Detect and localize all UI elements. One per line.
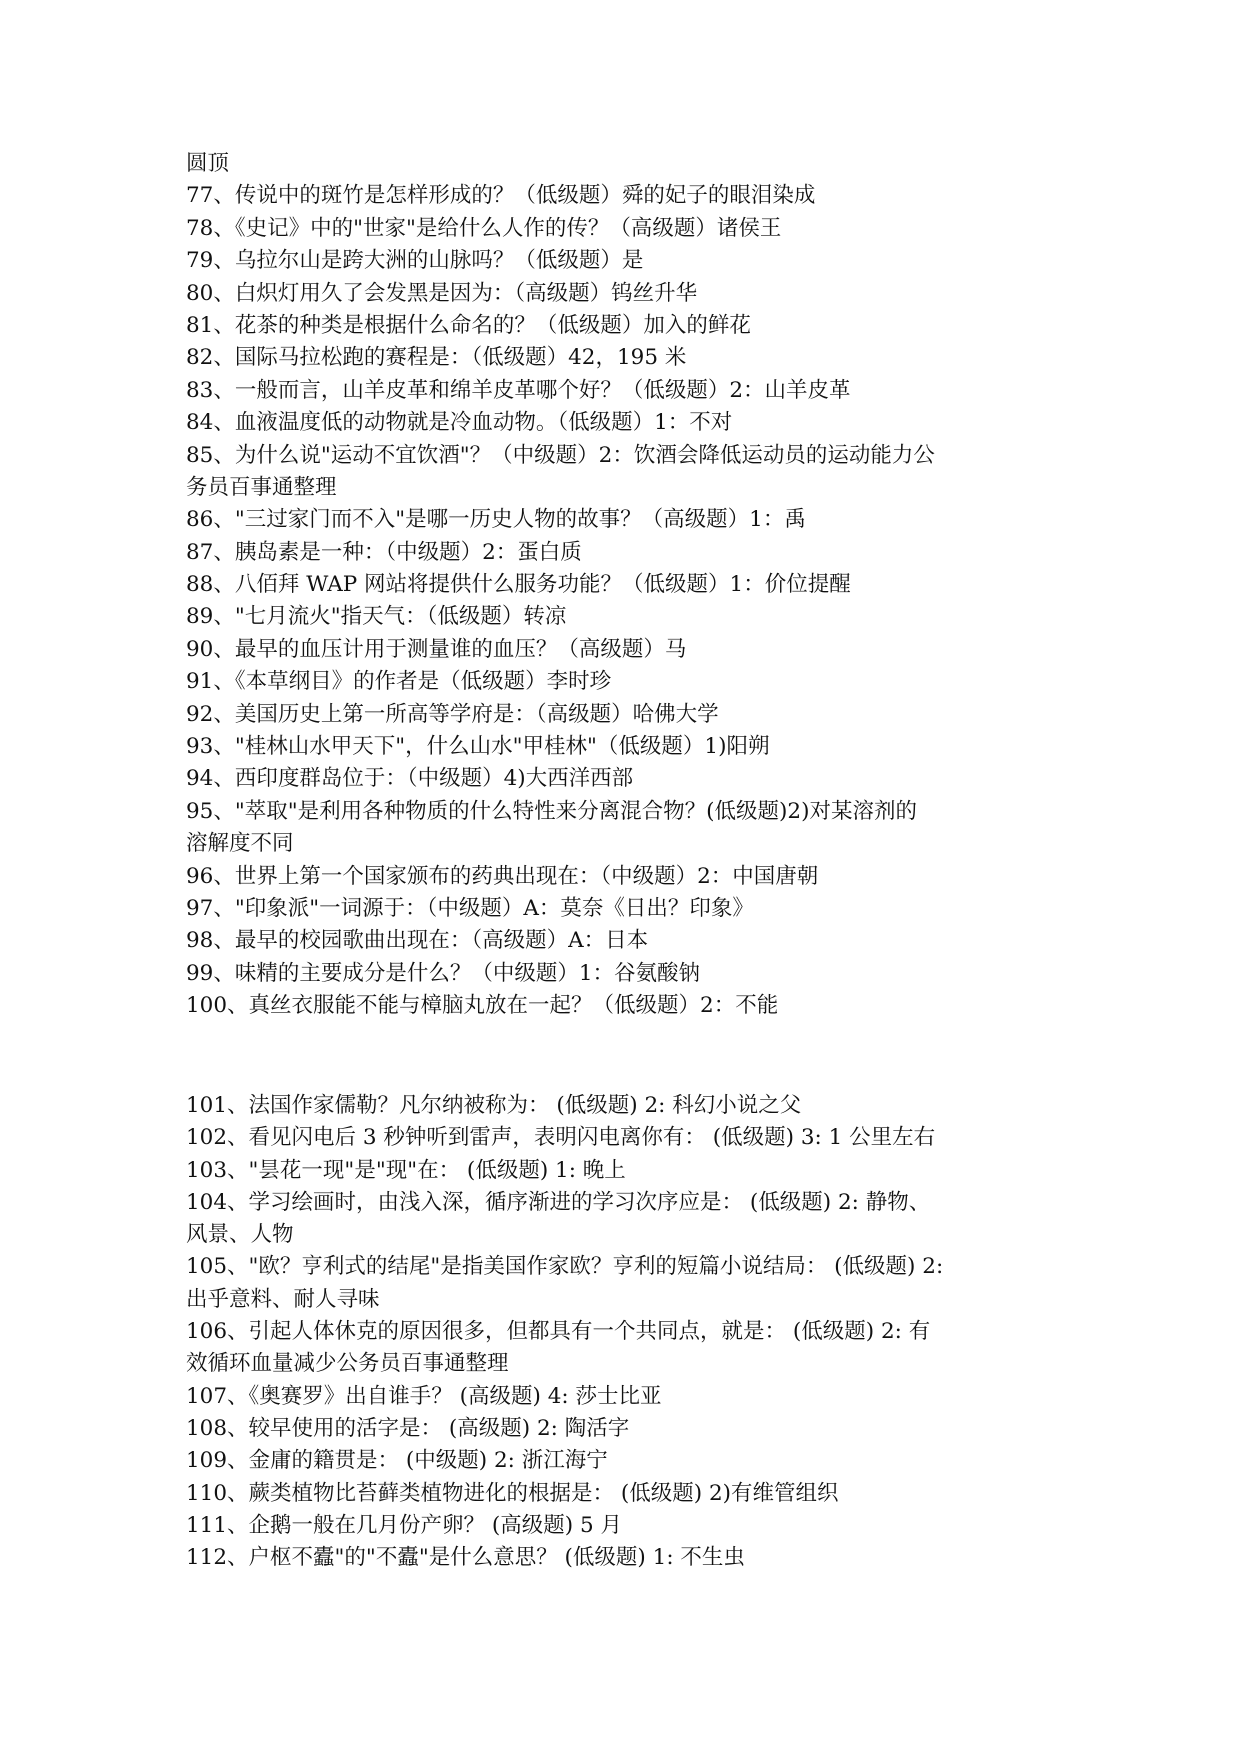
text-line: 101、法国作家儒勒？凡尔纳被称为： (低级题) 2: 科幻小说之父 (186, 1093, 802, 1118)
text-line: 82、国际马拉松跑的赛程是：（低级题）42，195 米 (186, 345, 687, 371)
text-line: 风景、人物 (186, 1222, 294, 1248)
text-line: 100、真丝衣服能不能与樟脑丸放在一起？（低级题）2：不能 (186, 993, 779, 1019)
text-line: 83、一般而言，山羊皮革和绵羊皮革哪个好？（低级题）2：山羊皮革 (186, 377, 851, 403)
text-line: 溶解度不同 (186, 831, 294, 857)
text-line: 78、《史记》中的"世家"是给什么人作的传？（高级题）诸侯王 (186, 215, 782, 241)
text-line: 85、为什么说"运动不宜饮酒"？（中级题）2：饮酒会降低运动员的运动能力公 (186, 442, 935, 468)
text-line: 104、学习绘画时，由浅入深，循序渐进的学习次序应是： (低级题) 2: 静物、 (186, 1189, 931, 1215)
text-line: 99、味精的主要成分是什么？（中级题）1：谷氨酸钠 (186, 960, 701, 986)
text-line: 圆顶 (186, 151, 230, 176)
text-line: 105、"欧？亨利式的结尾"是指美国作家欧？亨利的短篇小说结局： (低级题) 2: (186, 1254, 944, 1280)
text-line: 112、户枢不蠹"的"不蠹"是什么意思？ (低级题) 1: 不生虫 (186, 1545, 745, 1571)
text-line: 96、世界上第一个国家颁布的药典出现在：（中级题）2：中国唐朝 (186, 863, 819, 889)
text-line: 90、最早的血压计用于测量谁的血压？（高级题）马 (186, 636, 687, 662)
quiz-section-1 (186, 148, 1066, 1023)
text-line: 108、较早使用的活字是： (高级题) 2: 陶活字 (186, 1415, 630, 1441)
text-line: 80、白炽灯用久了会发黑是因为：（高级题）钨丝升华 (186, 280, 698, 306)
text-line: 95、"萃取"是利用各种物质的什么特性来分离混合物？(低级题)2)对某溶剂的 (186, 798, 917, 824)
text-line: 110、蕨类植物比苔藓类植物进化的根据是： (低级题) 2)有维管组织 (186, 1480, 839, 1506)
text-line: 103、"昙花一现"是"现"在： (低级题) 1: 晚上 (186, 1157, 626, 1183)
text-line: 出乎意料、耐人寻味 (186, 1286, 380, 1312)
text-line: 97、"印象派"一词源于：（中级题）A：莫奈《日出？印象》 (186, 895, 754, 921)
text-line: 84、血液温度低的动物就是冷血动物。（低级题）1：不对 (186, 410, 733, 436)
text-line: 务员百事通整理 (186, 474, 337, 500)
text-line: 86、"三过家门而不入"是哪一历史人物的故事？（高级题）1：禹 (186, 507, 806, 533)
text-line: 102、看见闪电后 3 秒钟听到雷声，表明闪电离你有： (低级题) 3: 1 公里左右 (186, 1125, 936, 1151)
text-line: 79、乌拉尔山是跨大洲的山脉吗？（低级题）是 (186, 248, 644, 274)
quiz-section-2 (186, 1090, 1066, 1574)
text-line: 81、花茶的种类是根据什么命名的？（低级题）加入的鲜花 (186, 312, 751, 338)
text-line: 106、引起人体休克的原因很多，但都具有一个共同点，就是： (低级题) 2: 有 (186, 1319, 931, 1345)
text-line: 效循环血量减少公务员百事通整理 (186, 1351, 509, 1377)
text-line: 107、《奥赛罗》出自谁手？ (高级题) 4: 莎士比亚 (186, 1383, 662, 1409)
text-line: 89、"七月流火"指天气：（低级题）转凉 (186, 604, 567, 630)
text-line: 93、"桂林山水甲天下"，什么山水"甲桂林"（低级题）1)阳朔 (186, 734, 770, 760)
text-line: 109、金庸的籍贯是： (中级题) 2: 浙江海宁 (186, 1448, 608, 1474)
text-line: 98、最早的校园歌曲出现在：（高级题）A：日本 (186, 928, 649, 954)
text-line: 91、《本草纲目》的作者是（低级题）李时珍 (186, 669, 612, 695)
text-line: 111、企鹅一般在几月份产卵？ (高级题) 5 月 (186, 1512, 622, 1538)
text-line: 94、西印度群岛位于：（中级题）4)大西洋西部 (186, 766, 634, 792)
text-line: 77、传说中的斑竹是怎样形成的？（低级题）舜的妃子的眼泪染成 (186, 183, 816, 209)
text-line: 88、八佰拜 WAP 网站将提供什么服务功能？（低级题）1：价位提醒 (186, 572, 851, 598)
text-line: 92、美国历史上第一所高等学府是：（高级题）哈佛大学 (186, 701, 719, 727)
text-line: 87、胰岛素是一种：（中级题）2：蛋白质 (186, 539, 582, 565)
